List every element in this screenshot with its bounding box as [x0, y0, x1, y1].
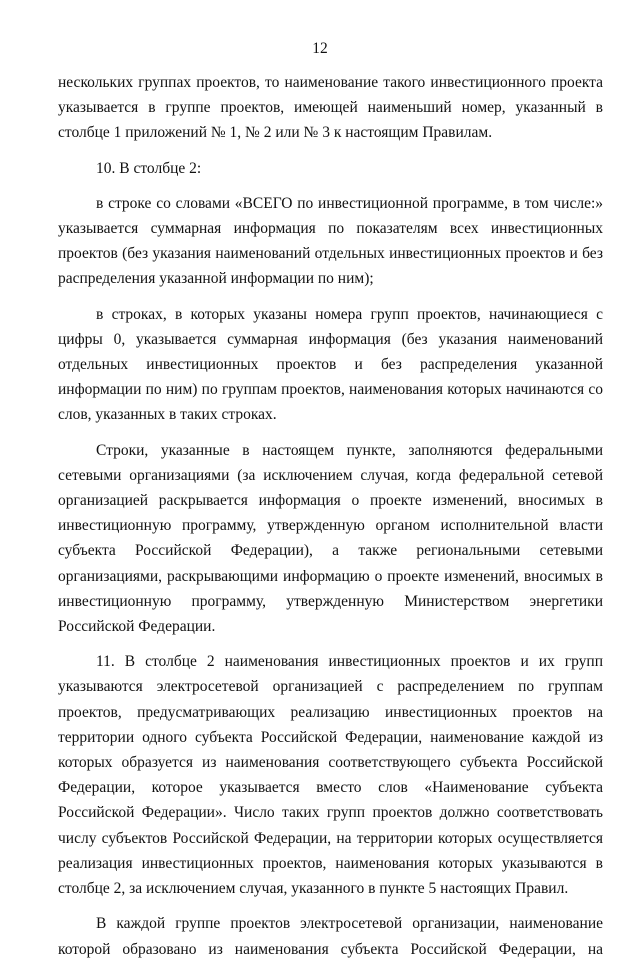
paragraph-item-10-heading: 10. В столбце 2:: [96, 159, 202, 177]
page-number: 12: [312, 40, 328, 57]
paragraph-group-rows: в строках, в которых указаны номера групп проектов, начинающиеся с цифры 0, указывается суммарная информация (без указания наименований отдельных инвестиционных проектов и без распределения указанной информации по ним) по группам проектов, наименования которых начинаются со слов, указанных в таких строках.: [58, 305, 603, 424]
document-body: [58, 70, 603, 962]
paragraph-total-row: в строке со словами «ВСЕГО по инвестиционной программе, в том числе:» указывается суммарная информация по показателям всех инвестиционных проектов (без указания наименований отдельных инвестиционных проектов и без распределения указанной информации по ним);: [58, 194, 603, 288]
paragraph-rows-filled: Строки, указанные в настоящем пункте, заполняются федеральными сетевыми организациями (за исключением случая, когда федеральной сетевой организацией раскрывается информация о проекте изменений, вносимых в инвестиционную программу, утвержденную органом исполнительной власти субъекта Российской Федерации), а также региональными сетевыми организациями, раскрывающими информацию о проекте изменений, вносимых в инвестиционную программу, утвержденную Министерством энергетики Российской Федерации.: [58, 441, 603, 636]
paragraph-each-group: В каждой группе проектов электросетевой организации, наименование которой образовано из наименования субъекта Российской Федерации, на: [58, 915, 603, 958]
paragraph-continuation: нескольких группах проектов, то наименование такого инвестиционного проекта указывается в группе проектов, имеющей наименьший номер, указанный в столбце 1 приложений № 1, № 2 или № 3 к настоящим Правилам.: [58, 74, 603, 142]
paragraph-item-11: 11. В столбце 2 наименования инвестиционных проектов и их групп указываются электросетевой организацией с распределением по группам проектов, предусматривающих реализацию инвестиционных проектов на территории одного субъекта Российской Федерации, наименование каждой из которых образуется из наименования соответствующего субъекта Российской Федерации, которое указывается вместо слов «Наименование субъекта Российской Федерации». Число таких групп проектов должно соответствовать числу субъектов Российской Федерации, на территории которых осуществляется реализация инвестиционных проектов, наименования которых указываются в столбце 2, за исключением случая, указанного в пункте 5 настоящих Правил.: [58, 653, 603, 898]
